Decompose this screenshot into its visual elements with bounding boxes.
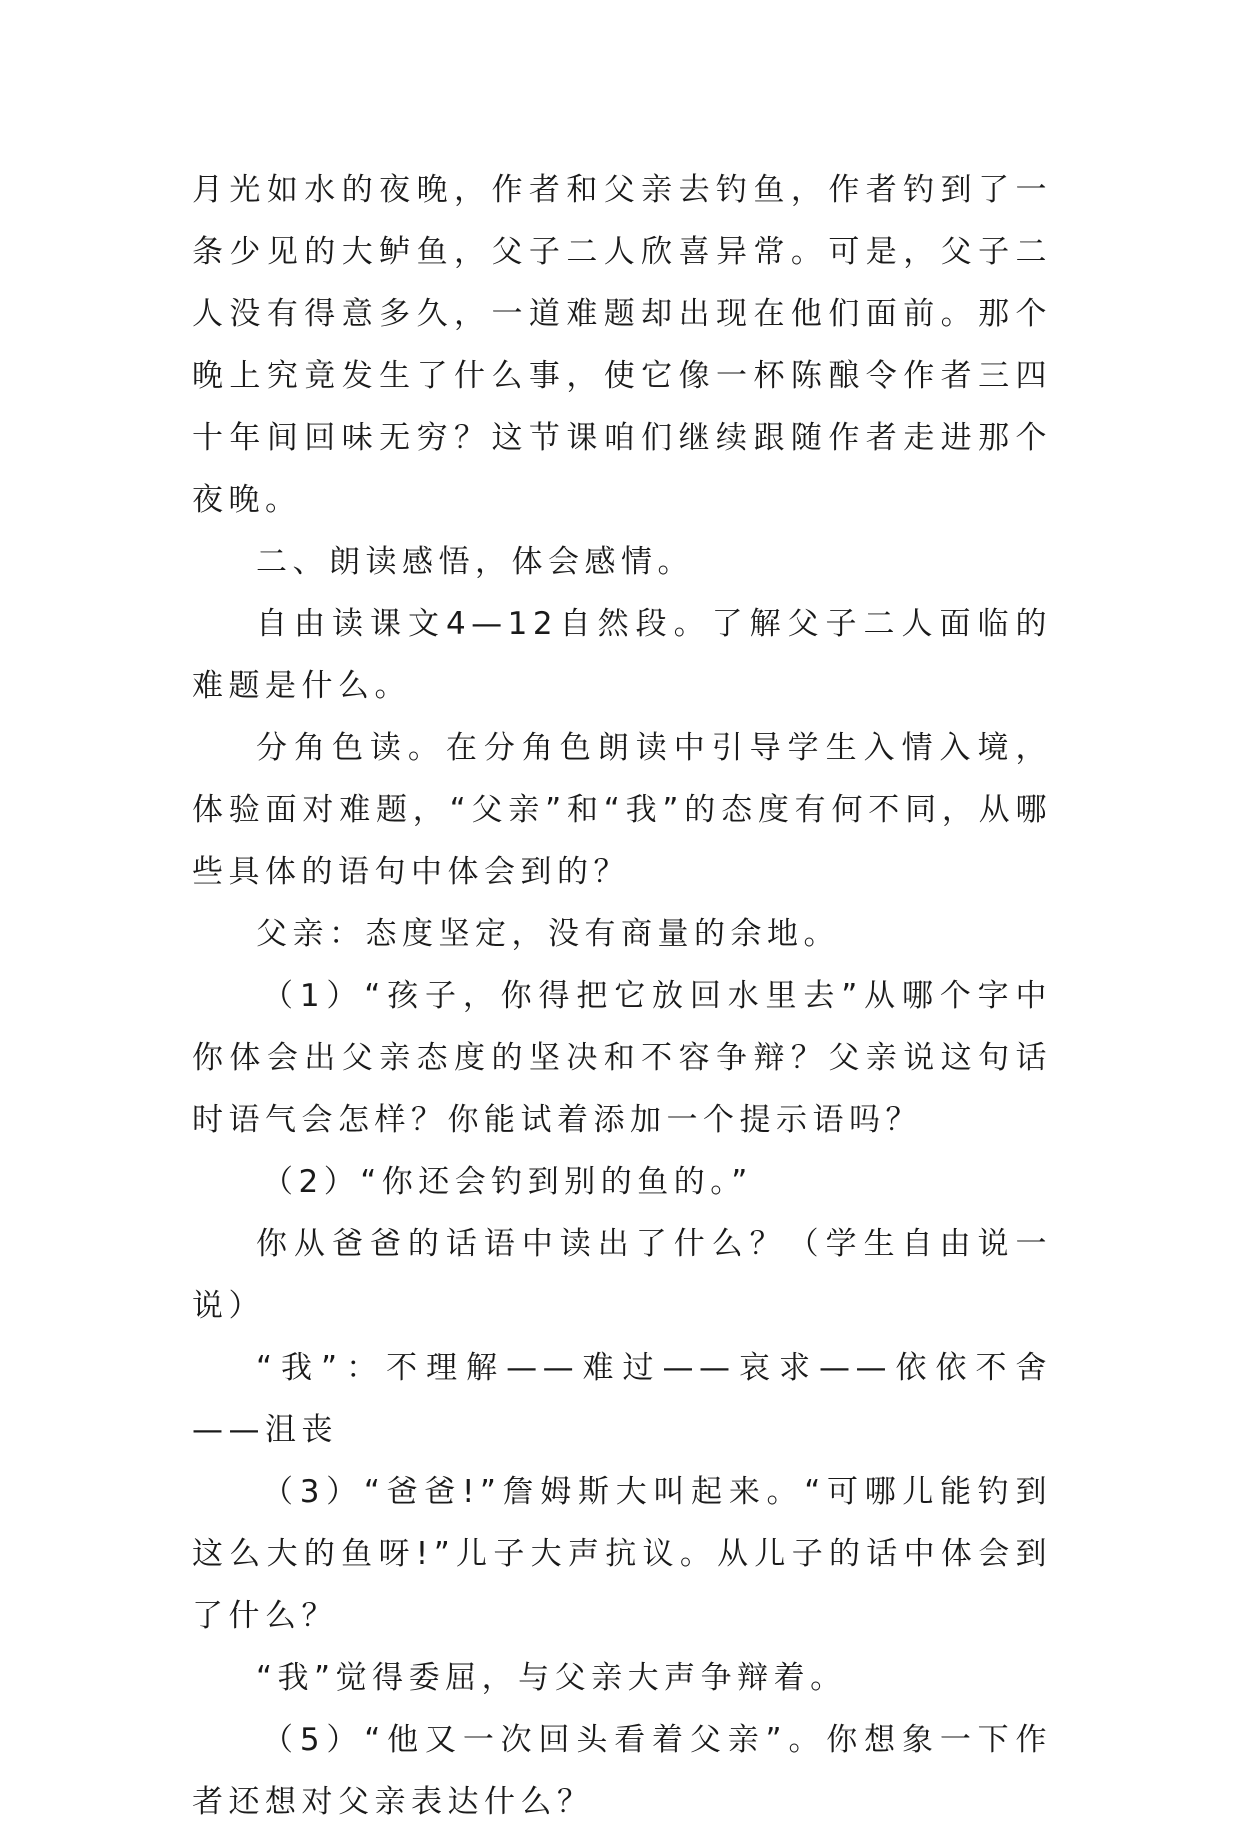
paragraph-my-emotions: “我”：不理解——难过——哀求——依依不舍——沮丧 — [192, 1350, 1052, 1448]
document-body — [192, 159, 1052, 1833]
paragraph-item-3: （3）“爸爸!”詹姆斯大叫起来。“可哪儿能钓到这么大的鱼呀!”儿子大声抗议。从儿子的话中体会到了什么？ — [192, 1474, 1052, 1634]
paragraph-question: 你从爸爸的话语中读出了什么？（学生自由说一说） — [192, 1226, 1052, 1324]
paragraph-grievance: “我”觉得委屈，与父亲大声争辩着。 — [256, 1660, 847, 1696]
paragraph-item-5: （5）“他又一次回头看着父亲”。你想象一下作者还想对父亲表达什么？ — [192, 1722, 1052, 1820]
paragraph-father-attitude: 父亲：态度坚定，没有商量的余地。 — [256, 916, 840, 952]
paragraph-free-reading: 自由读课文4—12自然段。了解父子二人面临的难题是什么。 — [192, 606, 1052, 704]
paragraph-item-1: （1）“孩子，你得把它放回水里去”从哪个字中你体会出父亲态度的坚决和不容争辩？父亲说这句话时语气会怎样？你能试着添加一个提示语吗？ — [192, 978, 1052, 1138]
paragraph-role-reading: 分角色读。在分角色朗读中引导学生入情入境，体验面对难题，“父亲”和“我”的态度有何不同，从哪些具体的语句中体会到的？ — [192, 730, 1052, 890]
paragraph-item-2: （2）“你还会钓到别的鱼的。” — [262, 1164, 753, 1200]
section-heading: 二、朗读感悟，体会感情。 — [256, 544, 694, 580]
paragraph-intro: 月光如水的夜晚，作者和父亲去钓鱼，作者钓到了一条少见的大鲈鱼，父子二人欣喜异常。可是，父子二人没有得意多久，一道难题却出现在他们面前。那个晚上究竟发生了什么事，使它像一杯陈酿令作者三四十年间回味无穷？这节课咱们继续跟随作者走进那个夜晚。 — [192, 172, 1052, 518]
